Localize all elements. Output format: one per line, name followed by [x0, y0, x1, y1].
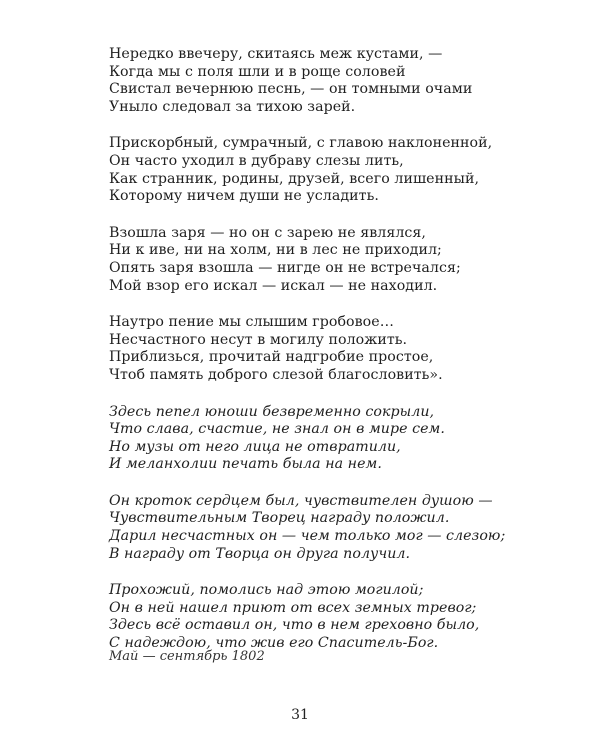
- poem-line: Чтоб память доброго слезой благословить».: [109, 366, 443, 383]
- poem-line: С надеждою, что жив его Спаситель-Бог.: [109, 635, 439, 652]
- poem-line: Здесь всё оставил он, что в нем греховно было,: [109, 617, 480, 634]
- page-number: 31: [291, 707, 309, 723]
- poem-body: [109, 46, 549, 672]
- poem-line: Прохожий, помолись над этою могилой;: [109, 582, 424, 599]
- poem-line: Дарил несчастных он — чем только мог — слезою;: [109, 528, 506, 545]
- poem-line: Наутро пение мы слышим гробовое…: [109, 314, 394, 331]
- poem-line: Он часто уходил в дубраву слезы лить,: [109, 152, 404, 169]
- poem-line: В награду от Творца он друга получил.: [109, 545, 411, 562]
- poem-line: И меланхолии печать была на нем.: [109, 456, 382, 473]
- poem-line: Прискорбный, сумрачный, с главою наклоненной,: [109, 135, 493, 152]
- epitaph-stanza-1: [109, 404, 549, 474]
- poem-line: Приблизься, прочитай надгробие простое,: [109, 349, 434, 366]
- poem-line: Но музы от него лица не отвратили,: [109, 438, 401, 455]
- poem-line: Опять заря взошла — нигде он не встречался;: [109, 259, 461, 276]
- poem-line: Которому ничем души не усладить.: [109, 188, 379, 205]
- poem-line: Уныло следовал за тихою зарей.: [109, 98, 356, 115]
- poem-line: Как странник, родины, друзей, всего лишенный,: [109, 170, 480, 187]
- poem-line: Он в ней нашел приют от всех земных тревог;: [109, 599, 477, 616]
- poem-line: Мой взор его искал — искал — не находил.: [109, 277, 438, 294]
- poem-line: Несчастного несут в могилу положить.: [109, 331, 408, 348]
- poem-date: Май — сентябрь 1802: [109, 649, 265, 664]
- poem-line: Здесь пепел юноши безвременно сокрыли,: [109, 403, 435, 420]
- poem-line: Взошла заря — но он с зарею не являлся,: [109, 224, 426, 241]
- poem-line: Свистал вечернюю песнь, — он томными очами: [109, 81, 473, 98]
- poem-line: Ни к иве, ни на холм, ни в лес не приходил;: [109, 242, 442, 259]
- stanza-1: [109, 46, 549, 116]
- poem-line: Что слава, счастие, не знал он в мире сем.: [109, 421, 445, 438]
- stanza-2: [109, 135, 549, 205]
- epitaph-stanza-2: [109, 493, 549, 563]
- stanza-3: [109, 225, 549, 295]
- epitaph-stanza-3: [109, 582, 549, 652]
- stanza-4: [109, 314, 549, 384]
- poem-line: Нередко ввечеру, скитаясь меж кустами, —: [109, 46, 443, 62]
- poem-line: Когда мы с поля шли и в роще соловей: [109, 63, 406, 80]
- poem-line: Он кроток сердцем был, чувствителен душою —: [109, 492, 493, 509]
- poem-line: Чувствительным Творец награду положил.: [109, 510, 450, 527]
